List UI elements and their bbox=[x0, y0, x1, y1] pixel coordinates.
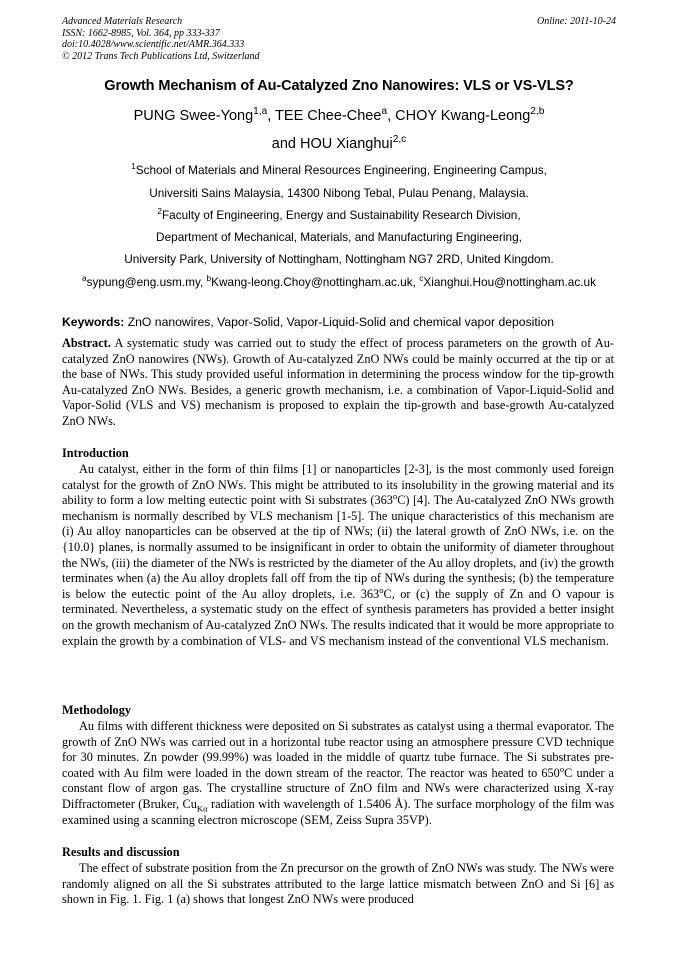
email-link[interactable]: Xianghui.Hou@nottingham.ac.uk bbox=[423, 275, 596, 289]
degree-mark: o bbox=[379, 584, 384, 595]
paragraph-text: Au films with different thickness were deposited on Si substrates as catalyst using a thermal evaporator. The growth of ZnO NWs was carried out in a horizontal tube reactor using an atmosphere pressure CVD technique for 30 minutes. Zn powder (99.99%) was loaded in the middle of quartz tube furnace. The Si substrates pre-coated with Au film were loaded in the down stream of the reactor. The reactor was heated to 650 bbox=[62, 719, 614, 780]
abstract-label: Abstract. bbox=[62, 336, 111, 350]
abstract bbox=[62, 336, 614, 430]
author-name: HOU Xianghui bbox=[300, 136, 393, 152]
affiliation-text: Faculty of Engineering, Energy and Sustainability Research Division, bbox=[161, 208, 521, 222]
crystal-plane: {10.0} bbox=[62, 539, 96, 554]
abstract-text: A systematic study was carried out to study the effect of process parameters on the growth of Au-catalyzed ZnO nanowires (NWs). Growth of Au-catalyzed ZnO NWs could be mainly occurred at the tip or at the base of NWs. This study provided useful information in determining the process window for the tip-growth Au-catalyzed ZnO NWs. Besides, a generic growth mechanism, i.e. a combination of Vapor-Liquid-Solid and Vapor-Solid (VLS and VS) mechanism is proposed to explain the tip-growth and base-growth Au-catalyzed ZnO NWs. bbox=[62, 336, 614, 428]
paragraph-text: C under a constant flow of argon gas. The crystalline structure of ZnO film and NWs were characterized using X-ray Diffractometer (Bruker, Cu bbox=[62, 765, 614, 811]
author-conjunction: and bbox=[271, 136, 301, 152]
author-name: PUNG Swee-Yong bbox=[133, 108, 254, 124]
introduction-paragraph bbox=[62, 462, 614, 649]
email-mark: b bbox=[206, 274, 212, 284]
author-name: TEE Chee-Chee bbox=[275, 108, 382, 124]
section-heading: Methodology bbox=[62, 703, 131, 717]
affiliation-text: School of Materials and Mineral Resources Engineering, Engineering Campus, bbox=[135, 163, 547, 177]
affiliation-line: University Park, University of Nottingham, Nottingham NG7 2RD, United Kingdom. bbox=[124, 252, 554, 266]
keywords-label: Keywords: bbox=[62, 315, 125, 329]
email-link[interactable]: Kwang-leong.Choy@nottingham.ac.uk, bbox=[211, 275, 420, 289]
paragraph-text: C, or (c) the supply of Zn and O vapour is terminated. Nevertheless, a systematic study on the effect of synthesis parameters has provided a better insight on the growth mechanism of Au-catalyzed ZnO NWs. The results indicated that it would be more appropriate to explain the growth by a combination of VLS- and VS mechanism instead of the conventional VLS mechanism. bbox=[62, 586, 615, 648]
author-affil-mark: 2,c bbox=[392, 134, 407, 146]
email-link[interactable]: sypung@eng.usm.my, bbox=[86, 275, 207, 289]
author-affil-mark: 1,a bbox=[253, 106, 268, 118]
online-date: Online: 2011-10-24 bbox=[537, 16, 616, 27]
paper-title: Growth Mechanism of Au-Catalyzed Zno Nanowires: VLS or VS-VLS? bbox=[104, 78, 574, 94]
author-line-1 bbox=[40, 108, 638, 124]
author-name: CHOY Kwang-Leong bbox=[395, 108, 531, 124]
author-separator: , bbox=[267, 108, 276, 124]
paragraph-text: C) [4]. The Au-catalyzed ZnO NWs growth mechanism is normally described by VLS mechanism [1-5]. The unique characteristics of this mechanism are (i) Au alloy nanoparticles can be observed at the tip of NWs; (ii) the lateral growth of ZnO NWs, i.e. on the bbox=[62, 493, 614, 539]
paragraph-text: Au catalyst, either in the form of thin films [1] or nanoparticles [2-3], is the most commonly used foreign catalyst for the growth of ZnO NWs. This might be attributed to its insolubility in the growing material and its ability to form a low melting eutectic point with Si substrates (363 bbox=[62, 462, 614, 508]
degree-mark: o bbox=[392, 491, 398, 502]
email-mark: c bbox=[419, 274, 424, 284]
affiliation-mark: 2 bbox=[157, 207, 162, 217]
email-mark: a bbox=[82, 274, 87, 284]
keywords-line bbox=[62, 315, 554, 329]
affiliation-mark: 1 bbox=[131, 162, 136, 172]
degree-mark: o bbox=[559, 763, 565, 774]
paragraph-text: planes, is normally assumed to be insignificant in order to obtain the uniformity of diameter throughout the NWs, (iii) the diameter of the NWs is restricted by the diameter of the Au alloy droplets, and (iv) the growth terminates when (a) the Au alloy droplets fall off from the tip of NWs during the synthesis; (b) the temperature is below the eutectic point of the Au alloy droplets, i.e. 363 bbox=[62, 539, 614, 601]
paragraph-text: radiation with wavelength of 1.5406 Å). The surface morphology of the film was examined using a scanning electron microscope (SEM, Zeiss Supra 35VP). bbox=[62, 796, 614, 827]
affiliation-line: Department of Mechanical, Materials, and Manufacturing Engineering, bbox=[156, 230, 522, 244]
section-heading: Results and discussion bbox=[62, 845, 180, 859]
author-line-2 bbox=[40, 136, 638, 152]
affiliation-line: Universiti Sains Malaysia, 14300 Nibong Tebal, Pulau Penang, Malaysia. bbox=[149, 186, 529, 200]
journal-name: Advanced Materials Research bbox=[62, 16, 183, 27]
keywords-text: ZnO nanowires, Vapor-Solid, Vapor-Liquid-Solid and chemical vapor deposition bbox=[124, 315, 555, 329]
author-affil-mark: a bbox=[381, 106, 388, 118]
section-heading: Introduction bbox=[62, 446, 129, 460]
methodology-paragraph bbox=[62, 719, 614, 828]
affiliation-line bbox=[20, 208, 658, 222]
author-affil-mark: 2,b bbox=[530, 106, 545, 118]
email-line bbox=[20, 275, 658, 289]
author-separator: , bbox=[387, 108, 396, 124]
copyright-line: © 2012 Trans Tech Publications Ltd, Switzerland bbox=[62, 50, 260, 62]
issn-line: ISSN: 1662-8985, Vol. 364, pp 333-337 bbox=[62, 27, 220, 39]
affiliation-line bbox=[20, 163, 658, 177]
subscript: Kα bbox=[196, 803, 208, 814]
doi-line: doi:10.4028/www.scientific.net/AMR.364.333 bbox=[62, 39, 245, 50]
journal-header bbox=[62, 16, 260, 62]
results-paragraph: The effect of substrate position from the Zn precursor on the growth of ZnO NWs was study. The NWs were randomly aligned on all the Si substrates attributed to the large lattice mismatch between ZnO and Si [6] as shown in Fig. 1. Fig. 1 (a) shows that longest ZnO NWs were produced bbox=[62, 861, 614, 907]
